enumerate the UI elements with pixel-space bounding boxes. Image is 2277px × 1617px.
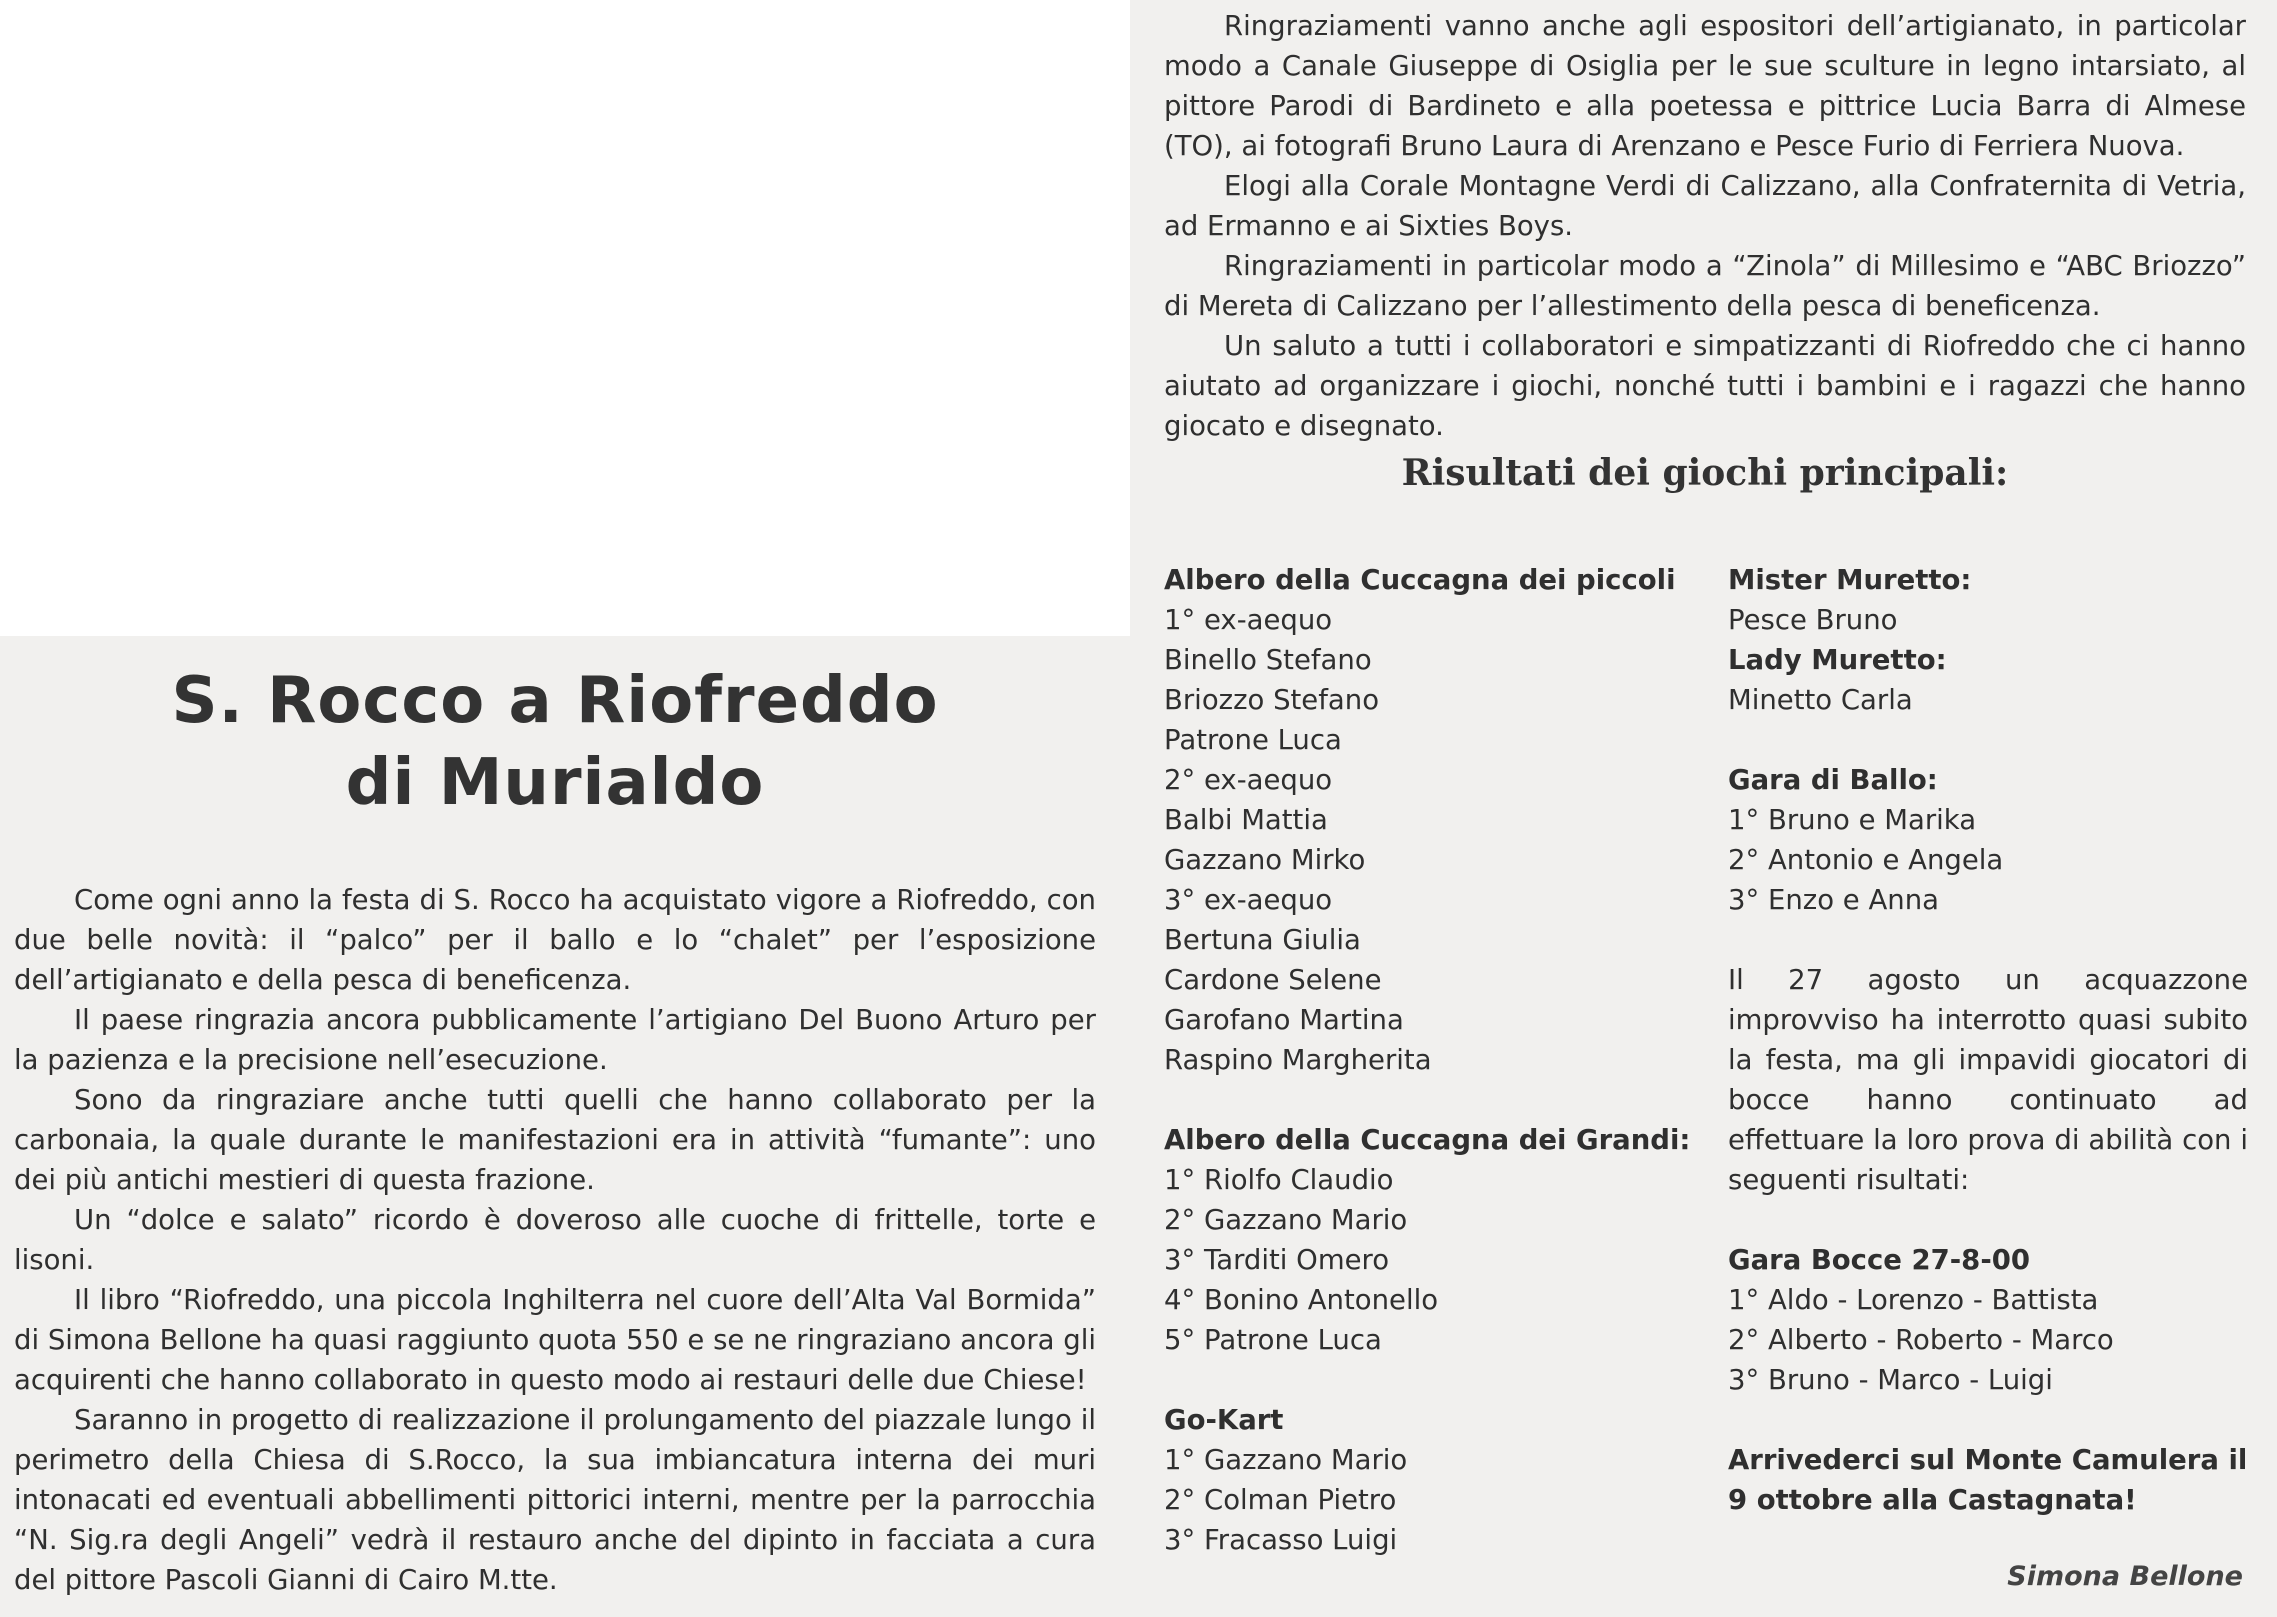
list-item: Binello Stefano [1164,644,1372,676]
title-line-2: di Murialdo [345,746,765,820]
right-article-body [1164,6,2246,446]
closing-note: Arrivederci sul Monte Camulera il 9 ottobre alla Castagnata! [1728,1444,2248,1516]
paragraph: Un saluto a tutti i collaboratori e simpatizzanti di Riofreddo che ci hanno aiutato ad organizzare i giochi, nonché tutti i bambini e i ragazzi che hanno giocato e disegnato. [1164,330,2246,442]
list-heading: Albero della Cuccagna dei Grandi: [1164,1124,1691,1156]
paragraph: Un “dolce e salato” ricordo è doveroso alle cuoche di frittelle, torte e lisoni. [14,1204,1096,1276]
ballo-results-list [1728,800,2248,920]
list-item: 1° Riolfo Claudio [1164,1164,1394,1196]
title-line-1: S. Rocco a Riofreddo [171,664,939,738]
list-item: 3° Bruno - Marco - Luigi [1728,1364,2053,1396]
bocce-results-list [1728,1280,2248,1400]
results-heading: Risultati dei giochi principali: [1401,452,2009,494]
paragraph: Il paese ringrazia ancora pubblicamente l’artigiano Del Buono Arturo per la pazienza e la precisione nell’esecuzione. [14,1004,1096,1076]
list-item: Bertuna Giulia [1164,924,1361,956]
list-heading: Lady Muretto: [1728,644,1947,676]
list-item: 1° ex-aequo [1164,604,1333,636]
list-item: Patrone Luca [1164,724,1342,756]
paragraph: Come ogni anno la festa di S. Rocco ha acquistato vigore a Riofreddo, con due belle novità: il “palco” per il ballo e lo “chalet” per l’esposizione dell’artigianato e della pesca di beneficenza. [14,884,1096,996]
list-item: 2° ex-aequo [1164,764,1333,796]
paragraph: Il libro “Riofreddo, una piccola Inghilterra nel cuore dell’Alta Val Bormida” di Simona Bellone ha quasi raggiunto quota 550 e se ne ringraziano ancora gli acquirenti che hanno collaborato in questo modo ai restauri delle due Chiese! [14,1284,1096,1396]
list-item: 3° ex-aequo [1164,884,1333,916]
paragraph: Ringraziamenti vanno anche agli espositori dell’artigianato, in particolar modo a Canale Giuseppe di Osiglia per le sue sculture in legno intarsiato, al pittore Parodi di Bardineto e alla poetessa e pittrice Lucia Barra di Almese (TO), ai fotografi Bruno Laura di Arenzano e Pesce Furio di Ferriera Nuova. [1164,10,2246,162]
list-item: 2° Colman Pietro [1164,1484,1397,1516]
gokart-results-list [1164,1440,1704,1560]
list-item: Cardone Selene [1164,964,1382,996]
list-heading: Gara di Ballo: [1728,764,1938,796]
paragraph: Ringraziamenti in particolar modo a “Zinola” di Millesimo e “ABC Briozzo” di Mereta di Calizzano per l’allestimento della pesca di beneficenza. [1164,250,2246,322]
list-item: 3° Enzo e Anna [1728,884,1939,916]
list-item: 4° Bonino Antonello [1164,1284,1439,1316]
article-title [0,660,1110,824]
list-item: 2° Antonio e Angela [1728,844,2004,876]
list-item: 3° Tarditi Omero [1164,1244,1390,1276]
list-heading: Albero della Cuccagna dei piccoli [1164,564,1676,596]
piccoli-results-list [1164,600,1704,1080]
grandi-results-list [1164,1160,1704,1360]
list-item: Minetto Carla [1728,684,1913,716]
list-item: Gazzano Mirko [1164,844,1366,876]
list-heading: Gara Bocce 27-8-00 [1728,1244,2031,1276]
list-item: Balbi Mattia [1164,804,1328,836]
list-item: Raspino Margherita [1164,1044,1432,1076]
list-item: 1° Aldo - Lorenzo - Battista [1728,1284,2099,1316]
list-item: 1° Bruno e Marika [1728,804,1977,836]
list-heading: Go-Kart [1164,1404,1284,1436]
author-signature: Simona Bellone [2007,1561,2243,1592]
list-item: 5° Patrone Luca [1164,1324,1382,1356]
list-item: 2° Gazzano Mario [1164,1204,1408,1236]
list-item: 1° Gazzano Mario [1164,1444,1408,1476]
results-right-column [1728,560,2248,1520]
list-heading: Mister Muretto: [1728,564,1972,596]
list-item: Briozzo Stefano [1164,684,1380,716]
list-item: 3° Fracasso Luigi [1164,1524,1398,1556]
list-item: 2° Alberto - Roberto - Marco [1728,1324,2114,1356]
rain-paragraph: Il 27 agosto un acquazzone improvviso ha interrotto quasi subito la festa, ma gli impavidi giocatori di bocce hanno continuato ad effettuare la loro prova di abilità con i seguenti risultati: [1728,964,2248,1196]
results-left-column [1164,560,1704,1560]
list-item: Garofano Martina [1164,1004,1404,1036]
paragraph: Elogi alla Corale Montagne Verdi di Calizzano, alla Confraternita di Vetria, ad Ermanno e ai Sixties Boys. [1164,170,2246,242]
left-article-body [14,880,1096,1600]
paragraph: Saranno in progetto di realizzazione il prolungamento del piazzale lungo il perimetro della Chiesa di S.Rocco, la sua imbiancatura interna dei muri intonacati ed eventuali abbellimenti pittorici interni, mentre per la parrocchia “N. Sig.ra degli Angeli” vedrà il restauro anche del dipinto in facciata a cura del pittore Pascoli Gianni di Cairo M.tte. [14,1404,1096,1596]
paragraph: Sono da ringraziare anche tutti quelli che hanno collaborato per la carbonaia, la quale durante le manifestazioni era in attività “fumante”: uno dei più antichi mestieri di questa frazione. [14,1084,1096,1196]
list-item: Pesce Bruno [1728,604,1898,636]
